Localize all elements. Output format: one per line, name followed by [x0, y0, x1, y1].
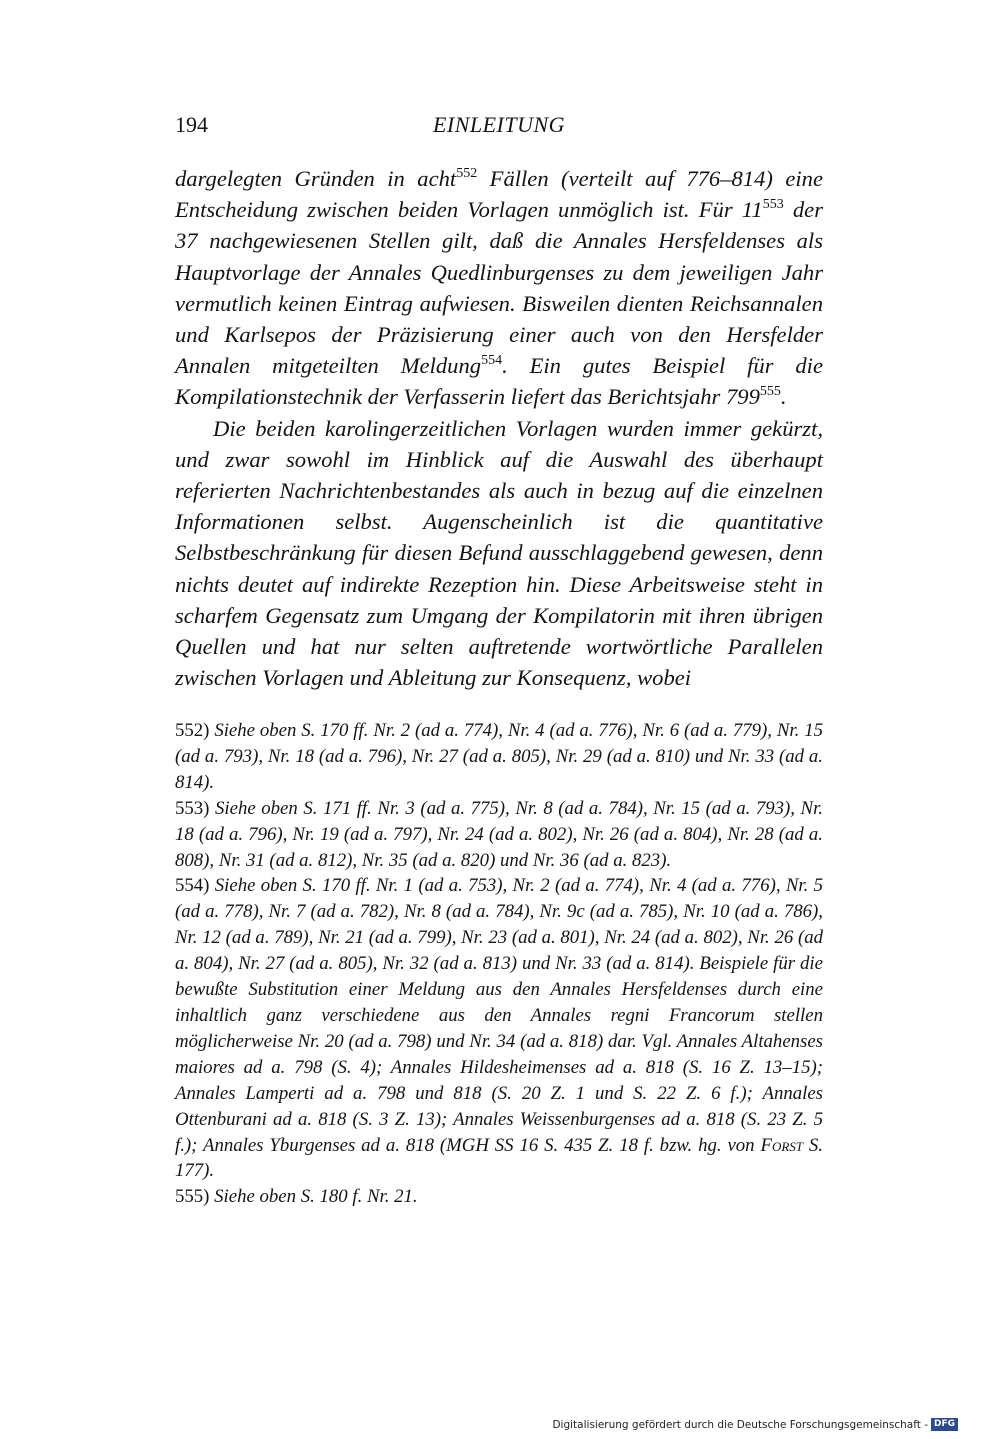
footnote-553: [175, 796, 823, 874]
running-head: EINLEITUNG: [432, 112, 566, 137]
footnote-number: 554): [175, 875, 210, 897]
footnotes: [175, 718, 823, 1210]
text-run: .: [780, 384, 787, 410]
author-name: Forst: [760, 1134, 804, 1156]
text-run: der 37 nachgewiesenen Stellen gilt, daß die Annales Hersfeldenses als Hauptvorlage der Annales Quedlinburgenses zu dem jeweiligen Jahr vermutlich keinen Eintrag aufwiesen. Bisweilen dienten Reichsannalen und Karlsepos der Präzisierung einer auch von den Hersfelder Annalen mitgeteilten Meldung: [175, 197, 823, 379]
body-paragraph-1: [175, 163, 823, 413]
footnote-ref-553[interactable]: 553: [762, 197, 784, 213]
footnote-text: Siehe oben S. 170 ff. Nr. 1 (ad a. 753), Nr. 2 (ad a. 774), Nr. 4 (ad a. 776), Nr. 5 (ad a. 778), Nr. 7 (ad a. 782), Nr. 8 (ad a. 784), Nr. 9c (ad a. 785), Nr. 10 (ad a. 786), Nr. 12 (ad a. 789), Nr. 21 (ad a. 799), Nr. 23 (ad a. 801), Nr. 24 (ad a. 802), Nr. 26 (ad a. 804), Nr. 27 (ad a. 805), Nr. 32 (ad a. 813) und Nr. 33 (ad a. 814). Beispiele für die bewußte Substitution einer Meldung aus den Annales Hersfeldenses durch eine inhaltlich ganz verschiedene aus den Annales regni Francorum stellen möglicherweise Nr. 20 (ad a. 798) und Nr. 34 (ad a. 818) dar. Vgl. Annales Altahenses maiores ad a. 798 (S. 4); Annales Hildesheimenses ad a. 818 (S. 16 Z. 13–15); Annales Lamperti ad a. 798 und 818 (S. 20 Z. 1 und S. 22 Z. 6 f.); Annales Ottenburani ad a. 818 (S. 3 Z. 13); Annales Weissenburgenses ad a. 818 (S. 23 Z. 5 f.); Annales Yburgenses ad a. 818 (MGH SS 16 S. 435 Z. 18 f. bzw. hg. von: [175, 875, 823, 1156]
footnote-text: Siehe oben S. 171 ff. Nr. 3 (ad a. 775), Nr. 8 (ad a. 784), Nr. 15 (ad a. 793), Nr. 18 (ad a. 796), Nr. 19 (ad a. 797), Nr. 24 (ad a. 802), Nr. 26 (ad a. 804), Nr. 28 (ad a. 808), Nr. 31 (ad a. 812), Nr. 35 (ad a. 820) und Nr. 36 (ad a. 823).: [175, 797, 823, 871]
text-run: Fällen (verteilt auf 776–814) eine Entscheidung zwischen beiden Vorlagen unmöglich ist. Für 11: [175, 166, 823, 223]
body-text: [175, 163, 823, 693]
text-run: dargelegten Gründen in acht: [175, 166, 457, 191]
page-header: [175, 112, 823, 144]
footnote-ref-555[interactable]: 555: [759, 384, 781, 400]
footnote-text-tail: S. 177).: [175, 1134, 823, 1182]
footnote-text: Siehe oben S. 170 ff. Nr. 2 (ad a. 774), Nr. 4 (ad a. 776), Nr. 6 (ad a. 779), Nr. 15 (ad a. 793), Nr. 18 (ad a. 796), Nr. 27 (ad a. 805), Nr. 29 (ad a. 810) und Nr. 33 (ad a. 814).: [175, 720, 823, 793]
footnote-555: [175, 1184, 823, 1210]
digitization-credit: [552, 1418, 958, 1431]
footnote-552: [175, 718, 823, 796]
footnote-ref-554[interactable]: 554: [481, 353, 503, 369]
footnote-number: 555): [175, 1186, 210, 1208]
footnote-number: 553): [175, 797, 210, 819]
page-number: 194: [175, 112, 208, 137]
footnote-text: Siehe oben S. 180 f. Nr. 21.: [209, 1186, 418, 1208]
footnote-554: [175, 873, 823, 1184]
dfg-logo: DFG: [931, 1418, 958, 1431]
text-run: . Ein gutes Beispiel für die Kompilationstechnik der Verfasserin liefert das Berichtsjahr 799: [175, 353, 823, 410]
credit-text: Digitalisierung gefördert durch die Deutsche Forschungsgemeinschaft -: [552, 1418, 928, 1431]
body-paragraph-2: Die beiden karolingerzeitlichen Vorlagen wurden immer gekürzt, und zwar sowohl im Hinblick auf die Auswahl des überhaupt referierten Nachrichtenbestandes als auch in bezug auf die einzelnen Informationen selbst. Augenscheinlich ist die quantitative Selbstbeschränkung für diesen Befund ausschlaggebend gewesen, denn nichts deutet auf indirekte Rezeption hin. Diese Arbeitsweise steht in scharfem Gegensatz zum Umgang der Kompilatorin mit ihren übrigen Quellen und hat nur selten auftretende wortwörtliche Parallelen zwischen Vorlagen und Ableitung zur Konsequenz, wobei: [175, 415, 823, 691]
footnote-ref-552[interactable]: 552: [456, 166, 478, 181]
footnote-number: 552): [175, 720, 210, 741]
